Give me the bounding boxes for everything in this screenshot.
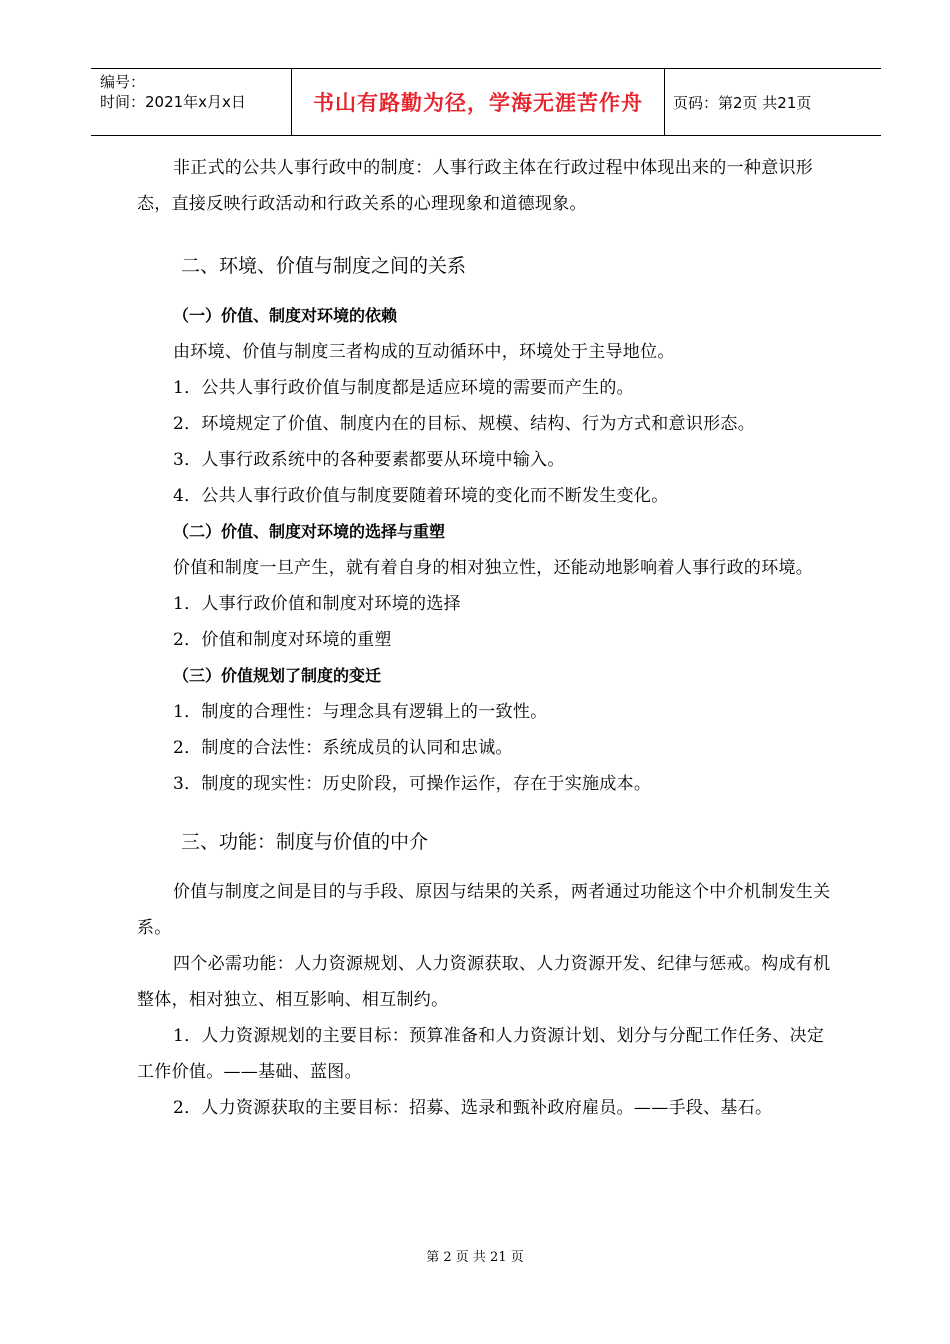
list-item: 1．制度的合理性：与理念具有逻辑上的一致性。 — [173, 702, 548, 722]
paragraph: 2．人力资源获取的主要目标：招募、选录和甄补政府雇员。——手段、基石。 — [173, 1098, 773, 1118]
subsection-heading: （一）价值、制度对环境的依赖 — [173, 306, 398, 325]
list-item: 2．价值和制度对环境的重塑 — [173, 630, 392, 650]
section-heading: 三、功能：制度与价值的中介 — [181, 831, 429, 853]
document-body — [137, 150, 837, 1126]
list-item: 1．人事行政价值和制度对环境的选择 — [173, 594, 461, 614]
section-heading: 二、环境、价值与制度之间的关系 — [181, 255, 467, 277]
subsection-heading: （二）价值、制度对环境的选择与重塑 — [173, 522, 446, 541]
list-item: 4．公共人事行政价值与制度要随着环境的变化而不断发生变化。 — [173, 486, 669, 506]
list-item: 3．人事行政系统中的各种要素都要从环境中输入。 — [173, 450, 565, 470]
header-time: 时间：2021年x月x日 — [100, 93, 246, 111]
page-footer: 第 2 页 共 21 页 — [426, 1250, 524, 1265]
header-page-number: 页码：第2页 共21页 — [673, 93, 812, 112]
page-header — [91, 68, 881, 136]
list-item: 2．环境规定了价值、制度内在的目标、规模、结构、行为方式和意识形态。 — [173, 414, 756, 434]
header-motto: 书山有路勤为径，学海无涯苦作舟 — [292, 69, 665, 135]
subsection-heading: （三）价值规划了制度的变迁 — [173, 666, 382, 685]
list-item: 3．制度的现实性：历史阶段，可操作运作，存在于实施成本。 — [173, 774, 652, 794]
paragraph: 四个必需功能：人力资源规划、人力资源获取、人力资源开发、纪律与惩戒。构成有机整体，相对独立、相互影响、相互制约。 — [137, 954, 831, 1010]
paragraph: 价值和制度一旦产生，就有着自身的相对独立性，还能动地影响着人事行政的环境。 — [173, 558, 814, 578]
paragraph: 价值与制度之间是目的与手段、原因与结果的关系，两者通过功能这个中介机制发生关系。 — [137, 882, 831, 938]
paragraph: 1．人力资源规划的主要目标：预算准备和人力资源计划、划分与分配工作任务、决定工作价值。——基础、蓝图。 — [137, 1026, 825, 1082]
list-item: 2．制度的合法性：系统成员的认同和忠诚。 — [173, 738, 513, 758]
paragraph: 由环境、价值与制度三者构成的互动循环中，环境处于主导地位。 — [173, 342, 675, 362]
header-left-cell — [91, 69, 292, 135]
paragraph: 非正式的公共人事行政中的制度：人事行政主体在行政过程中体现出来的一种意识形态，直接反映行政活动和行政关系的心理现象和道德现象。 — [137, 158, 814, 214]
list-item: 1．公共人事行政价值与制度都是适应环境的需要而产生的。 — [173, 378, 634, 398]
header-number-label: 编号： — [100, 73, 146, 91]
